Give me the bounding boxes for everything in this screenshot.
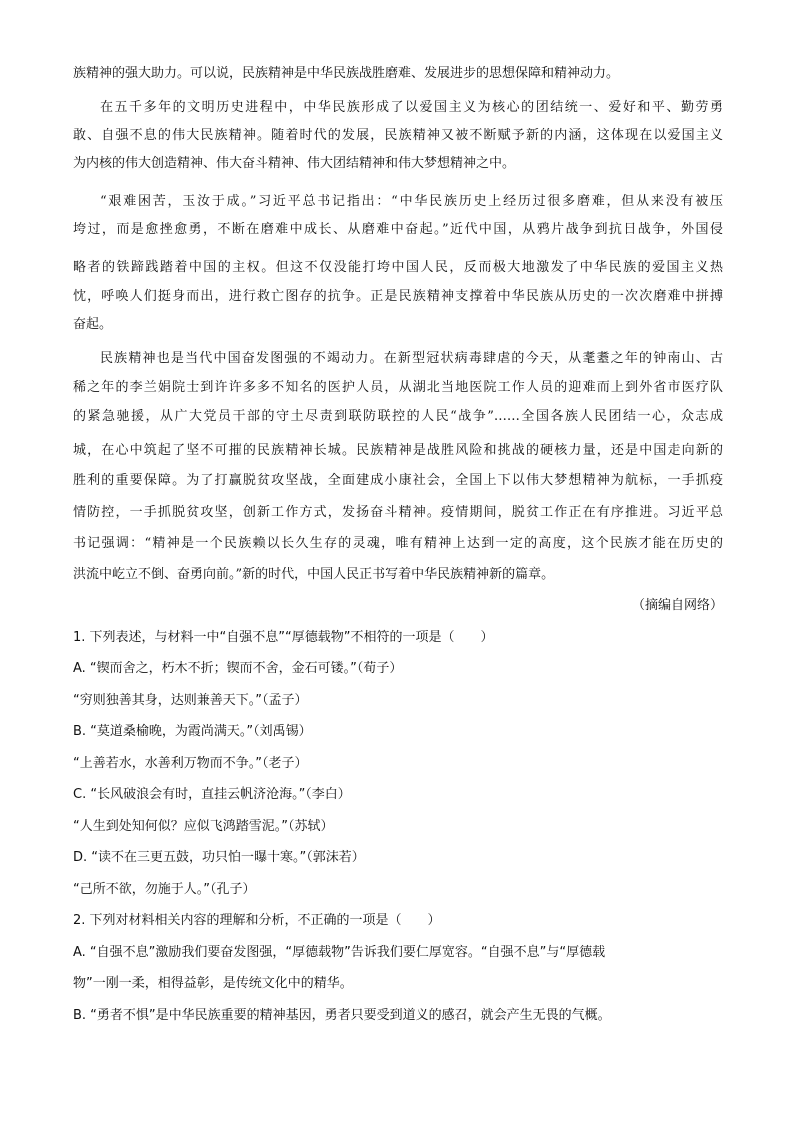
passage-line: 情防控，一手抓脱贫攻坚，创新工作方式，发扬奋斗精神。疫情期间，脱贫工作正在有序推进。习近平总 <box>73 505 723 520</box>
passage-line: 奋起。 <box>73 317 113 332</box>
passage-line: 洪流中屹立不倒、奋勇向前。”新的时代，中国人民正书写着中华民族精神新的篇章。 <box>73 567 555 582</box>
passage-line: 在五千多年的文明历史进程中，中华民族形成了以爱国主义为核心的团结统一、爱好和平、勤劳勇 <box>100 100 723 115</box>
option-line: A. “锲而舍之，朽木不折；锲而不舍，金石可镂。”（荀子） <box>73 661 403 676</box>
option-line: “人生到处知何似？应似飞鸿踏雪泥。”（苏轼） <box>73 819 334 834</box>
passage-line: 民族精神也是当代中国奋发图强的不竭动力。在新型冠状病毒肆虐的今天，从耄耋之年的钟南山、古 <box>100 351 723 366</box>
option-line: A. “自强不息”激励我们要奋发图强，“厚德载物”告诉我们要仁厚宽容。“自强不息”与“厚德载 <box>73 945 606 960</box>
passage-line: 族精神的强大助力。可以说，民族精神是中华民族战胜磨难、发展进步的思想保障和精神动力。 <box>73 66 620 81</box>
passage-line: “艰难困苦，玉汝于成。”习近平总书记指出：“中华民族历史上经历过很多磨难，但从来没有被压 <box>100 194 723 209</box>
passage-line: 略者的铁蹄践踏着中国的主权。但这不仅没能打垮中国人民，反而极大地激发了中华民族的爱国主义热 <box>73 260 723 275</box>
passage-line: 的紧急驰援，从广大党员干部的守土尽责到联防联控的人民“战争”……全国各族人民团结一心，众志成 <box>73 409 723 424</box>
passage-line: 胜利的重要保障。为了打赢脱贫攻坚战，全面建成小康社会，全国上下以伟大梦想精神为航标，一手抓疫 <box>73 473 723 488</box>
option-line: B. “勇者不惧”是中华民族重要的精神基因，勇者只要受到道义的感召，就会产生无畏的气概。 <box>73 1008 611 1023</box>
option-line: C. “长风破浪会有时，直挂云帆济沧海。”（李白） <box>73 787 351 802</box>
question-stem: 1. 下列表述，与材料一中“自强不息”“厚德载物”不相符的一项是（ ） <box>73 630 494 645</box>
option-line: D. “读不在三更五鼓，功只怕一曝十寒。”（郭沫若） <box>73 850 365 865</box>
passage-line: 稀之年的李兰娟院士到许许多多不知名的医护人员，从湖北当地医院工作人员的迎难而上到外省市医疗队 <box>73 380 723 395</box>
question-stem: 2. 下列对材料相关内容的理解和分析，不正确的一项是（ ） <box>73 913 441 928</box>
option-line: 物”一刚一柔，相得益彰，是传统文化中的精华。 <box>73 976 353 991</box>
passage-line: 忱，呼唤人们挺身而出，进行救亡图存的抗争。正是民族精神支撑着中华民族从历史的一次次磨难中拼搏 <box>73 289 723 304</box>
passage-line: 为内核的伟大创造精神、伟大奋斗精神、伟大团结精神和伟大梦想精神之中。 <box>73 156 516 171</box>
source-attribution: （摘编自网络） <box>631 598 723 613</box>
passage-line: 垮过，而是愈挫愈勇，不断在磨难中成长、从磨难中奋起。”近代中国，从鸦片战争到抗日战争，外国侵 <box>73 222 723 237</box>
option-line: B. “莫道桑榆晚，为霞尚满天。”（刘禹锡） <box>73 724 312 739</box>
option-line: “上善若水，水善利万物而不争。”（老子） <box>73 756 308 771</box>
passage-line: 书记强调：“精神是一个民族赖以长久生存的灵魂，唯有精神上达到一定的高度，这个民族才能在历史的 <box>73 536 723 551</box>
passage-line: 敢、自强不息的伟大民族精神。随着时代的发展，民族精神又被不断赋予新的内涵，这体现在以爱国主义 <box>73 128 723 143</box>
option-line: “己所不欲，勿施于人。”（孔子） <box>73 882 256 897</box>
passage-line: 城，在心中筑起了坚不可摧的民族精神长城。民族精神是战胜风险和挑战的硬核力量，还是中国走向新的 <box>73 443 723 458</box>
option-line: “穷则独善其身，达则兼善天下。”（孟子） <box>73 693 308 708</box>
